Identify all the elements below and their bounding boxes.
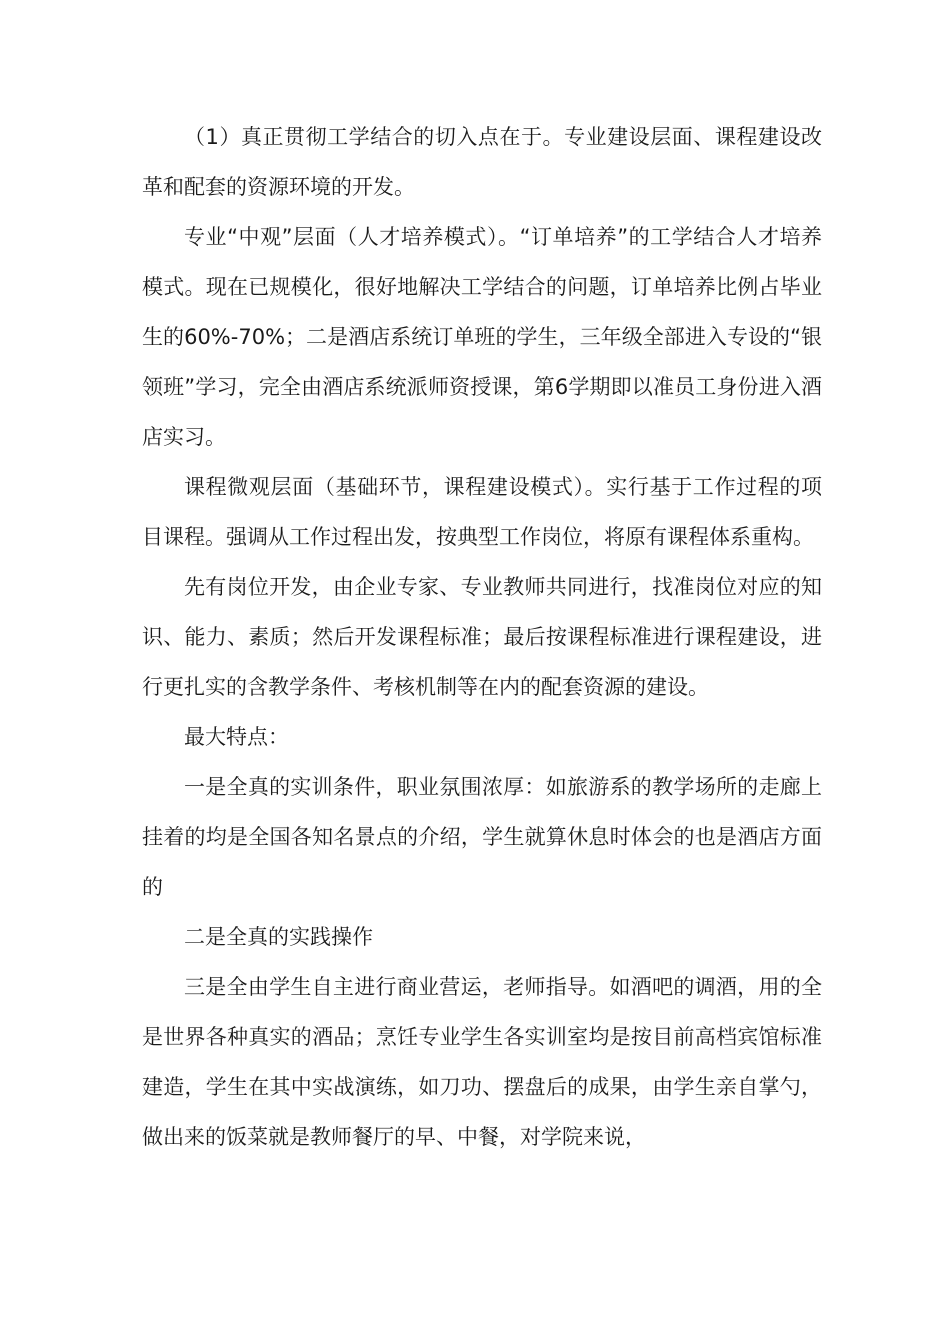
paragraph-micro-level: 课程微观层面（基础环节，课程建设模式）。实行基于工作过程的项目课程。强调从工作过程出发，按典型工作岗位，将原有课程体系重构。	[142, 475, 822, 549]
paragraph-feature-one: 一是全真的实训条件，职业氛围浓厚：如旅游系的教学场所的走廊上挂着的均是全国各知名景点的介绍，学生就算休息时体会的也是酒店方面的	[142, 775, 822, 899]
paragraph-job-development: 先有岗位开发，由企业专家、专业教师共同进行，找准岗位对应的知识、能力、素质；然后开发课程标准；最后按课程标准进行课程建设，进行更扎实的含教学条件、考核机制等在内的配套资源的建设。	[142, 575, 822, 699]
paragraph-feature-two: 二是全真的实践操作	[184, 925, 373, 949]
document-body	[142, 112, 822, 1162]
paragraph-meso-level: 专业“中观”层面（人才培养模式）。“订单培养”的工学结合人才培养模式。现在已规模化，很好地解决工学结合的问题，订单培养比例占毕业生的60%-70%；二是酒店系统订单班的学生，三年级全部进入专设的“银领班”学习，完全由酒店系统派师资授课，第6学期即以准员工身份进入酒店实习。	[142, 225, 822, 449]
paragraph-features-heading: 最大特点：	[184, 725, 289, 749]
paragraph-entry-point: （1）真正贯彻工学结合的切入点在于。专业建设层面、课程建设改革和配套的资源环境的开发。	[142, 125, 822, 199]
paragraph-feature-three: 三是全由学生自主进行商业营运，老师指导。如酒吧的调酒，用的全是世界各种真实的酒品；烹饪专业学生各实训室均是按目前高档宾馆标准建造，学生在其中实战演练，如刀功、摆盘后的成果，由学生亲自掌勺，做出来的饭菜就是教师餐厅的早、中餐，对学院来说，	[142, 975, 822, 1149]
